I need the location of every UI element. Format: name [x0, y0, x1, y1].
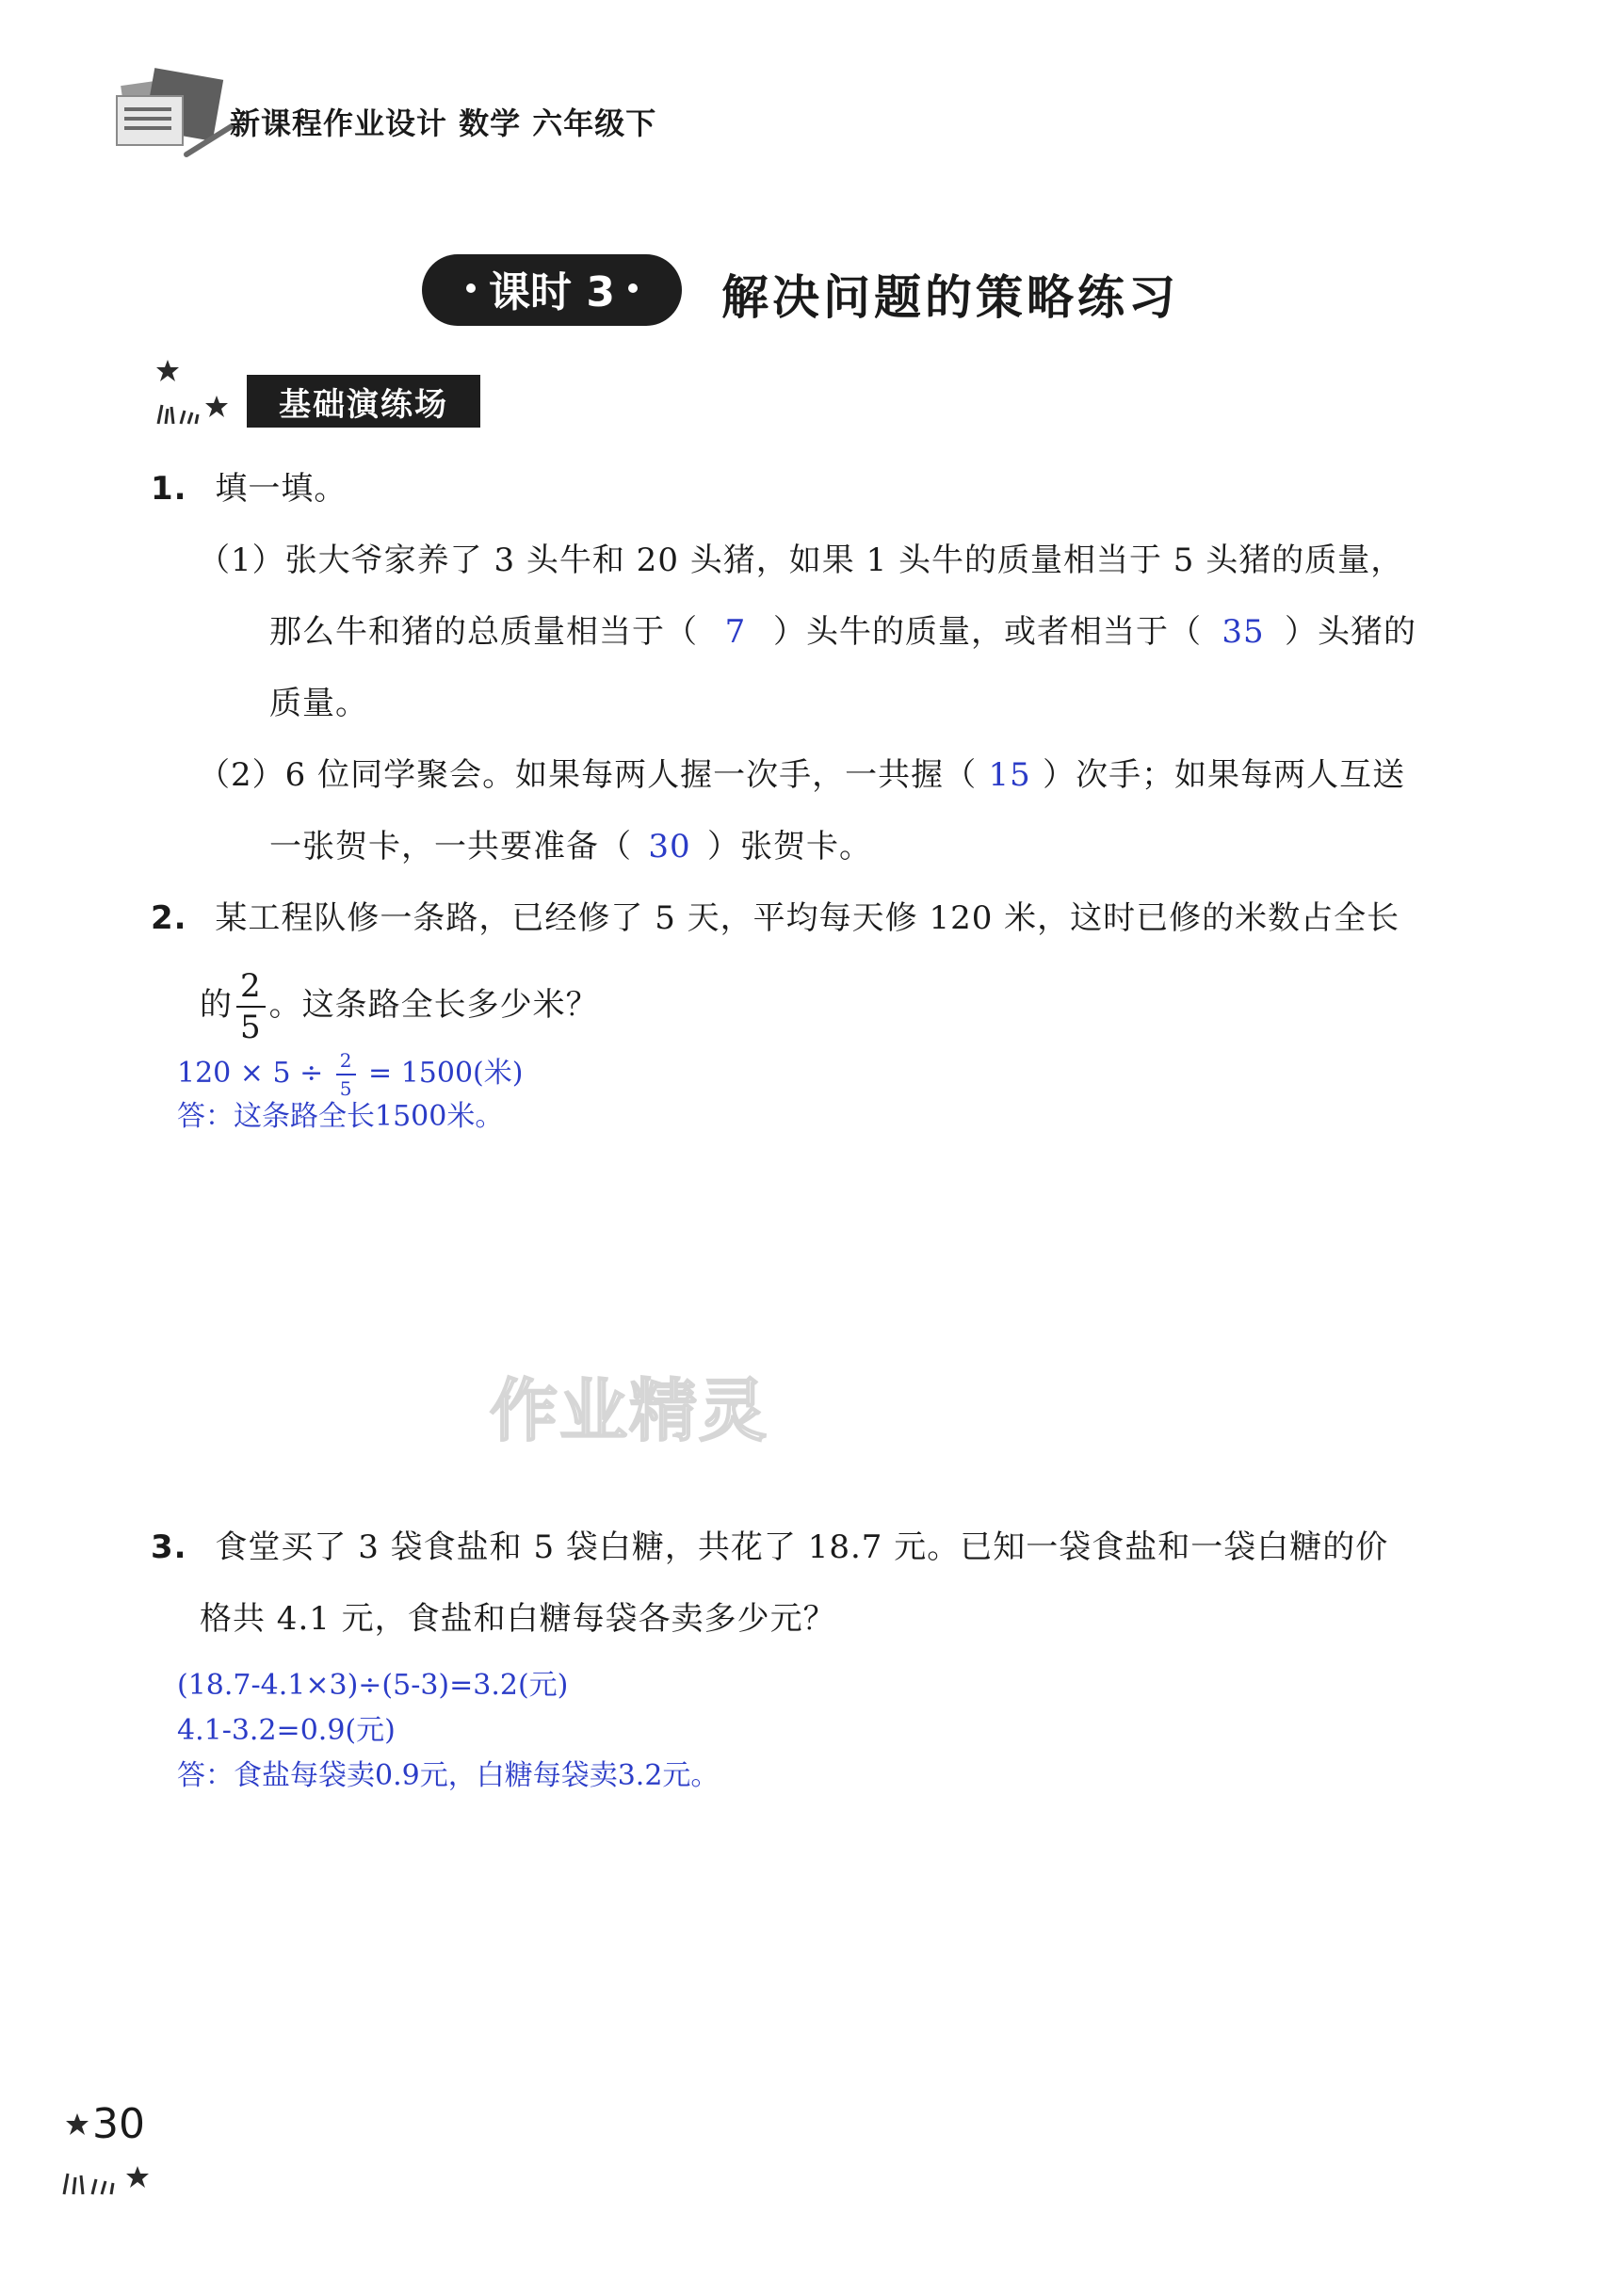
q3-answer-line2: 4.1-3.2=0.9(元): [177, 1714, 396, 1747]
flower-grass-icon: [151, 356, 254, 431]
q3-answer-line1: (18.7-4.1×3)÷(5-3)=3.2(元): [177, 1669, 569, 1702]
question-number: 1.: [151, 470, 187, 508]
q1-part1-line1: （1）张大爷家养了 3 头牛和 20 头猪，如果 1 头牛的质量相当于 5 头猪的质量，: [198, 542, 1404, 579]
answer-blank: 30: [648, 828, 691, 865]
question-2: [151, 897, 1400, 940]
fraction-denominator: 5: [339, 1077, 352, 1100]
text-span: 。这条路全长多少米？: [268, 986, 599, 1024]
answer-blank: 7: [724, 613, 747, 651]
question-number: 3.: [151, 1528, 187, 1566]
fraction-denominator: 5: [240, 1009, 262, 1046]
fraction-numerator: 2: [236, 970, 266, 1008]
answer-blank: 15: [988, 756, 1031, 794]
dot-icon: [466, 283, 476, 293]
text-span: 120 × 5 ÷: [177, 1057, 332, 1090]
text-span: ）次手；如果每两人互送: [1043, 756, 1406, 794]
watermark: 作业精灵: [490, 1371, 769, 1450]
text-span: ）张贺卡。: [707, 828, 872, 865]
fraction: [336, 1051, 356, 1098]
fraction-numerator: 2: [336, 1051, 356, 1075]
text-span: = 1500(米): [359, 1057, 524, 1090]
q2-line2: [200, 967, 599, 1046]
question-text: 填一填。: [215, 470, 348, 508]
lesson-title: 解决问题的策略练习: [721, 270, 1179, 325]
text-span: ）头牛的质量，或者相当于（: [773, 613, 1202, 651]
lesson-badge: [422, 254, 682, 326]
question-text: 某工程队修一条路，已经修了 5 天，平均每天修 120 米，这时已修的米数占全长: [215, 899, 1400, 937]
dot-icon: [628, 283, 638, 293]
text-span: （2）6 位同学聚会。如果每两人握一次手，一共握（: [198, 756, 978, 794]
text-span: 一张贺卡，一共要准备（: [269, 828, 632, 865]
q2-answer-final: 答：这条路全长1500米。: [177, 1100, 504, 1133]
q1-part1-line3: 质量。: [269, 685, 368, 722]
q1-part2-line2: [269, 825, 872, 868]
q3-answer-line3: 答：食盐每袋卖0.9元，白糖每袋卖3.2元。: [177, 1759, 720, 1792]
lesson-label: 课时 3: [489, 268, 615, 316]
text-span: 那么牛和猪的总质量相当于（: [269, 613, 698, 651]
q1-part2-line1: [198, 753, 1405, 797]
q1-part1-line2: [269, 610, 1416, 654]
fraction: [236, 967, 266, 1046]
question-1: [151, 467, 347, 510]
question-3: [151, 1526, 1388, 1569]
q3-line2: 格共 4.1 元，食盐和白糖每袋各卖多少元？: [200, 1600, 836, 1638]
page-number: 30: [92, 2100, 145, 2148]
question-text: 食堂买了 3 袋食盐和 5 袋白糖，共花了 18.7 元。已知一袋食盐和一袋白糖的价: [215, 1528, 1389, 1566]
question-number: 2.: [151, 899, 187, 937]
text-span: ）头猪的: [1285, 613, 1416, 651]
q2-answer-calc: [177, 1049, 523, 1098]
answer-blank: 35: [1222, 613, 1265, 651]
text-span: 的: [200, 986, 233, 1024]
section-label: 基础演练场: [247, 375, 480, 428]
book-title: 新课程作业设计 数学 六年级下: [230, 105, 657, 141]
